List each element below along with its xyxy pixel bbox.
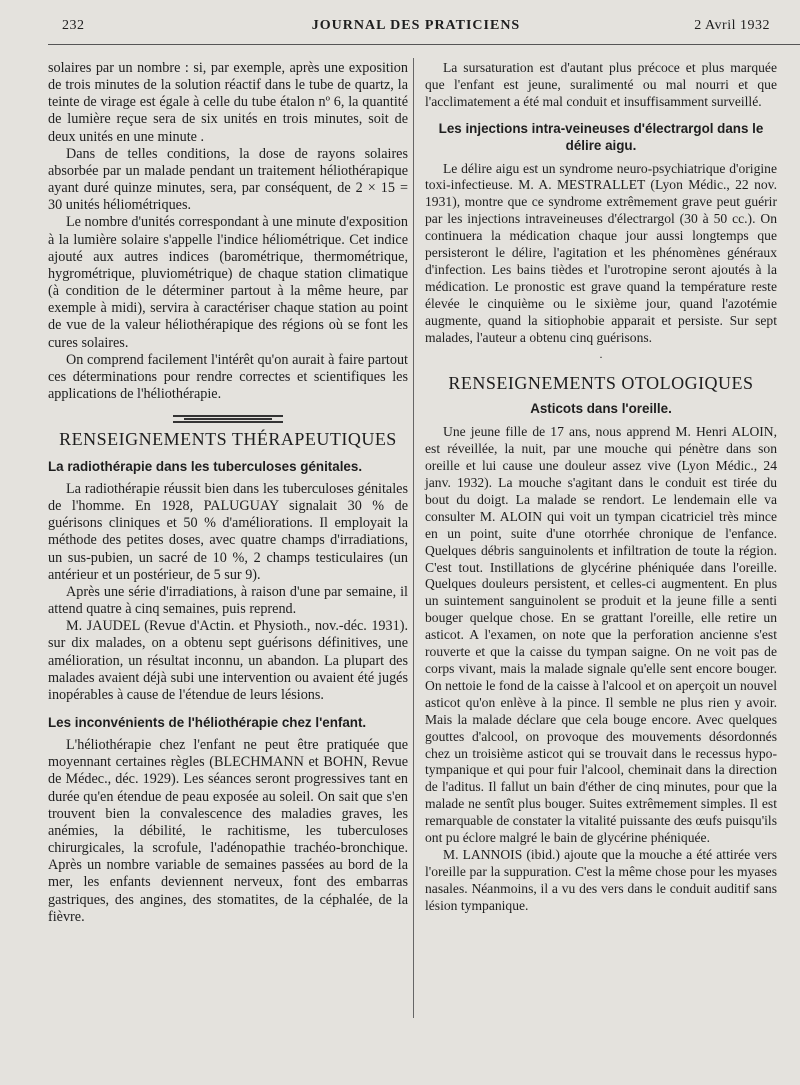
header-rule	[48, 44, 800, 45]
journal-title: JOURNAL DES PRATICIENS	[311, 18, 521, 33]
dot-divider: .	[599, 346, 603, 361]
paragraph: La radiothérapie réussit bien dans les tuberculoses génitales de l'homme. En 1928, PALUGUAY signalait 30 % de guérisons cliniques et 50 % d'améliorations. Il employait la méthode des petites doses, avec quatre champs d'irradiations, un sus-pubien, un sacré de 10 %, 2 champs testiculaires (un antérieur et un postérieur, de 5 sur 9).	[48, 480, 408, 583]
paragraph: solaires par un nombre : si, par exemple, après une exposition de trois minutes de la solution réactif dans le tube de quartz, la teinte de virage est égale à celle du tube étalon nº 6, la quantité de lumière reçue sera de six unités en trois minutes, soit de deux unités en une minute .	[48, 60, 408, 145]
article-title: Asticots dans l'oreille.	[530, 401, 672, 417]
right-column	[425, 60, 777, 915]
section-heading: RENSEIGNEMENTS OTOLOGIQUES	[448, 372, 754, 393]
running-header	[62, 18, 770, 40]
article-title: Les injections intra-veineuses d'électrargol dans le délire aigu.	[438, 120, 764, 153]
article-title: La radiothérapie dans les tuberculoses génitales.	[48, 458, 363, 474]
ornament-divider	[173, 415, 283, 423]
left-column	[48, 60, 408, 926]
paragraph: L'héliothérapie chez l'enfant ne peut être pratiquée que moyennant certaines règles (BLECHMANN et BOHN, Revue de Médec., déc. 1929). Les séances seront progressives tant en durée qu'en étendue de peau exposée au soleil. On sait que s'en trouvent bien la convalescence des maladies graves, les anémies, la débilité, le rachitisme, les tuberculoses chirurgicales, la scrofule, l'adénopathie trachéo-bronchique. Après un nombre variable de semaines passées au bord de la mer, les enfants deviennent nerveux, font des embarras gastriques, des angines, des stomatites, de la céphalée, de la fièvre.	[48, 737, 408, 925]
issue-date: 2 Avril 1932	[694, 18, 770, 33]
paragraph: Le nombre d'unités correspondant à une minute d'exposition à la lumière solaire s'appelle l'indice héliométrique. Cet indice ajouté aux autres indices (barométrique, thermométrique, hygrométrique, pluviométrique) de chaque station climatique (à condition de le déterminer partout à la même heure, par exemple à midi), servira à caractériser chaque station au point de vue de la valeur héliothérapique des régions où se font les cures solaires.	[48, 214, 408, 351]
article-title: Les inconvénients de l'héliothérapie chez l'enfant.	[48, 714, 367, 730]
paragraph: La sursaturation est d'autant plus précoce et plus marquée que l'enfant est jeune, suralimenté ou mal nourri et que l'acclimatement a été mal conduit et insuffisamment surveillé.	[425, 60, 777, 109]
paragraph: M. JAUDEL (Revue d'Actin. et Physioth., nov.-déc. 1931). sur dix malades, on a obtenu sept guérisons définitives, une amélioration, un résultat inconnu, un abandon. La plupart des malades avaient déjà subi une intervention ou avaient été jugés inopérables à cause de l'étendue de leurs lésions.	[48, 618, 408, 703]
page-number: 232	[62, 18, 85, 33]
paragraph: On comprend facilement l'intérêt qu'on aurait à faire partout ces déterminations pour rendre correctes et scientifiques les applications de l'héliothérapie.	[48, 351, 408, 402]
paragraph: M. LANNOIS (ibid.) ajoute que la mouche a été attirée vers l'oreille par la suppuration. C'est la même chose pour les myases nasales. Néanmoins, il a vu des vers dans le conduit auditif sans lésion tympanique.	[425, 846, 777, 913]
paragraph: Le délire aigu est un syndrome neuro-psychiatrique d'origine toxi-infectieuse. M. A. MESTRALLET (Lyon Médic., 22 nov. 1931), montre que ce syndrome extrêmement grave peut guérir par les injections intraveineuses d'électrargol (30 à 50 cc.). On continuera la médication chaque jour aussi longtemps que persisteront le délire, l'agitation et les phénomènes généraux d'infection. Les bains tièdes et l'urotropine seront ajoutés à la médication. Le pronostic est grave quand la température reste élevée le cinquième ou le sixième jour, quand l'azotémie augmente, quand la sitiophobie apparait et persiste. Sur sept malades, l'auteur a obtenu cinq guérisons.	[425, 160, 777, 345]
paragraph: Une jeune fille de 17 ans, nous apprend M. Henri ALOIN, est réveillée, la nuit, par une mouche qui pénètre dans son oreille et lui cause une douleur assez vive (Lyon Médic., 24 janv. 1932). La mouche s'agitant dans le conduit est tirée du bout du doigt. La malade se rendort. Le lendemain elle va consulter M. ALOIN qui voit un tympan cicatriciel très mince en un point, suite d'une otorrhée chronique de l'enfance. Quelques débris sanguinolents et infiltration de toute la région. C'est tout. Instillations de glycérine phéniquée dans l'oreille. Quelques douleurs persistent, et celles-ci augmentent. En plus un suintement sanguinolent se produit et la jeune fille a senti bouger quelque chose. En se grattant l'oreille, elle retire un asticot. A l'examen, on note que la perforation ancienne s'est rouverte et que la caisse du tympan saigne. On ne voit pas de corps vivant, mais la malade signale qu'elle sent encore bouger. On nettoie le fond de la caisse à l'alcool et on aperçoit un nouvel asticot qu'on enlève à la pince. Il semble ne plus rien y avoir. Mais la malade déclare que cela bouge encore. Avec quelques gouttes d'alcool, on provoque des mouvements désordonnés chez un troisième asticot qui se trouvait dans le recessus hypo-tympanique et qui pour fuir l'alcool, cheminait dans la direction de l'aditus. Il fallut un bain d'éther de cinq minutes, pour que la malade ne sentît plus bouger. Suites extrêmement simples. Il est remarquable de constater la vitalité puissante des œufs puisqu'ils ont pu éclore malgré le bain de glycérine phéniquée.	[425, 424, 777, 846]
paragraph: Dans de telles conditions, la dose de rayons solaires absorbée par un malade pendant un traitement héliothérapique ayant duré quinze minutes, sera, par conséquent, de 2 × 15 = 30 unités héliométriques.	[48, 145, 408, 214]
paragraph: Après une série d'irradiations, à raison d'une par semaine, il attend quatre à cinq semaines, puis reprend.	[48, 583, 408, 618]
section-heading: RENSEIGNEMENTS THÉRAPEUTIQUES	[59, 428, 397, 449]
column-rule	[413, 58, 414, 1018]
